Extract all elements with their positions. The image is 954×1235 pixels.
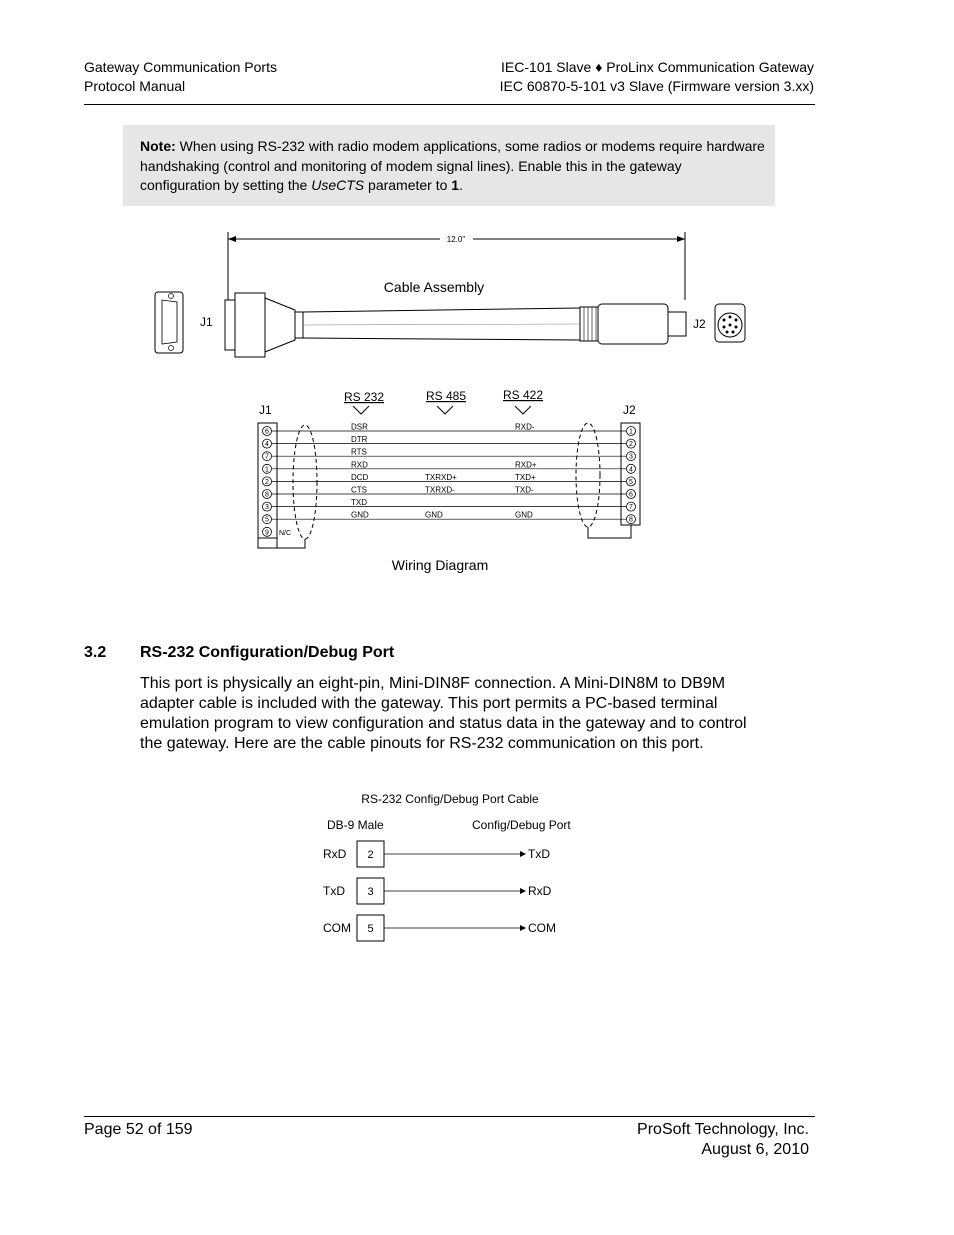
- j2-pin: [627, 427, 636, 436]
- mini-din-face-icon: [715, 304, 745, 342]
- section-paragraph: This port is physically an eight-pin, Mini-DIN8F connection. A Mini-DIN8M to DB9M adapter cable is included with the gateway. This port permits a PC-based terminal emulation program to view configuration and status data in the gateway and to control the gateway. Here are the cable pinouts for RS-232 communication on this port.: [140, 675, 747, 752]
- db9-pin-number: 3: [367, 886, 374, 898]
- config-port-signal-label: TxD: [528, 847, 550, 861]
- j1-pin: [263, 515, 272, 524]
- header-manual-type: Protocol Manual: [84, 78, 186, 94]
- rs422-signal-label: GND: [515, 510, 533, 520]
- header-left: [84, 58, 277, 96]
- j1-pin-number: 5: [265, 516, 269, 524]
- note-param: UseCTS: [311, 177, 365, 193]
- rs422-signal-label: TXD+: [515, 472, 536, 482]
- j1-pin-number: 6: [265, 428, 269, 436]
- j2-pin-number: 4: [629, 466, 633, 474]
- j1-pin-number: 3: [265, 504, 269, 512]
- j2-pin-number: 3: [629, 453, 633, 461]
- footer-date: August 6, 2010: [701, 1141, 809, 1158]
- config-port-signal-label: COM: [528, 921, 556, 935]
- note-label: Note:: [140, 138, 176, 154]
- j2-pin-number: 6: [629, 491, 633, 499]
- j2-pin-number: 8: [629, 516, 633, 524]
- section-number: 3.2: [84, 644, 107, 661]
- col-rs422: RS 422: [502, 388, 544, 402]
- cable-assembly-title: Cable Assembly: [383, 279, 485, 295]
- rs232-signal-label: GND: [351, 510, 369, 520]
- j1-pin-number: 7: [265, 453, 269, 461]
- db9-pin-number: 5: [367, 923, 374, 935]
- db9-header: DB-9 Male: [327, 818, 384, 832]
- footer-page: Page 52 of 159: [84, 1121, 193, 1138]
- header-rule: [84, 104, 815, 105]
- j2-pin: [627, 502, 636, 511]
- debug-cable-row: [323, 841, 550, 867]
- db9-signal-label: TxD: [323, 884, 345, 898]
- debug-cable-row: [323, 878, 552, 904]
- j2-pin: [627, 439, 636, 448]
- j1-pin: [263, 527, 272, 536]
- debug-cable-figure: [310, 788, 600, 948]
- cable-length-label: 12.0": [446, 235, 466, 244]
- config-port-signal-label: RxD: [528, 884, 552, 898]
- j1-pin-number: 1: [265, 466, 269, 474]
- j2-pin: [627, 515, 636, 524]
- debug-cable-title: RS-232 Config/Debug Port Cable: [361, 792, 539, 806]
- j2-pin: [627, 477, 636, 486]
- j2-pin-number: 1: [629, 428, 633, 436]
- j1-pin: [263, 477, 272, 486]
- rs422-signal-label: RXD-: [515, 422, 535, 432]
- wire-arrow-icon: [520, 888, 526, 894]
- note-value: 1: [451, 177, 460, 193]
- rs232-signal-label: DCD: [351, 472, 369, 482]
- j1-pin: [263, 502, 272, 511]
- footer-right: [637, 1120, 809, 1160]
- rs232-signal-label: CTS: [351, 485, 367, 495]
- j2-pin-number: 7: [629, 504, 633, 512]
- header-product: IEC-101 Slave ♦ ProLinx Communication Gateway: [501, 59, 814, 75]
- footer-rule: [84, 1116, 815, 1117]
- j2-pin: [627, 490, 636, 499]
- db9-signal-label: RxD: [323, 847, 347, 861]
- rs485-signal-label: TXRXD+: [425, 472, 457, 482]
- j1-pin-number: 9: [265, 529, 269, 537]
- j2-pin-number: 2: [629, 441, 633, 449]
- j1-label: J1: [200, 315, 213, 329]
- j1-pin-number: 8: [265, 491, 269, 499]
- rs485-signal-label: GND: [425, 510, 443, 520]
- db9-signal-label: COM: [323, 921, 351, 935]
- j1-pin: [263, 427, 272, 436]
- wiring-caption: Wiring Diagram: [391, 557, 489, 573]
- rs232-signal-label: TXD: [351, 498, 367, 508]
- wiring-diagram: [245, 385, 655, 580]
- header-section-title: Gateway Communication Ports: [84, 59, 277, 75]
- note-text: Note: When using RS-232 with radio modem applications, some radios or modems require hardware handshaking (control and monitoring of modem signal lines). Enable this in the gateway configuration by setting the UseCTS parameter to 1.: [140, 138, 765, 193]
- note-box: [123, 125, 775, 206]
- wiring-j1-label: J1: [259, 403, 272, 417]
- j2-label: J2: [693, 317, 706, 331]
- footer-company: ProSoft Technology, Inc.: [637, 1121, 809, 1138]
- db9-pin-number: 2: [367, 849, 374, 861]
- col-rs485: RS 485: [425, 389, 467, 403]
- j1-pin-number: 4: [265, 441, 269, 449]
- config-port-header: Config/Debug Port: [472, 818, 571, 832]
- rs485-signal-label: TXRXD-: [425, 485, 455, 495]
- section-title: RS-232 Configuration/Debug Port: [140, 644, 395, 661]
- strain-relief-icon: [580, 307, 598, 341]
- rs232-signal-label: RXD: [351, 460, 368, 470]
- j2-pin: [627, 452, 636, 461]
- header-firmware: IEC 60870-5-101 v3 Slave (Firmware version 3.xx): [499, 78, 814, 94]
- j1-pin: [263, 439, 272, 448]
- rs422-signal-label: TXD-: [515, 485, 534, 495]
- rs232-signal-label: DSR: [351, 422, 368, 432]
- j1-pin: [263, 452, 272, 461]
- rs232-signal-label: DTR: [351, 435, 368, 445]
- j1-pin: [263, 490, 272, 499]
- j2-pin: [627, 464, 636, 473]
- nc-label: N/C: [279, 530, 292, 537]
- rs232-signal-label: RTS: [351, 447, 367, 457]
- j1-pin: [263, 464, 272, 473]
- wiring-j2-label: J2: [623, 403, 636, 417]
- header-right: [500, 58, 814, 96]
- col-rs232: RS 232: [343, 390, 385, 404]
- j1-pin-number: 2: [265, 478, 269, 486]
- cable-assembly-figure: [140, 220, 760, 370]
- wire-arrow-icon: [520, 851, 526, 857]
- rs422-signal-label: RXD+: [515, 460, 537, 470]
- debug-cable-row: [323, 915, 556, 941]
- j2-pin-number: 5: [629, 478, 633, 486]
- wire-arrow-icon: [520, 925, 526, 931]
